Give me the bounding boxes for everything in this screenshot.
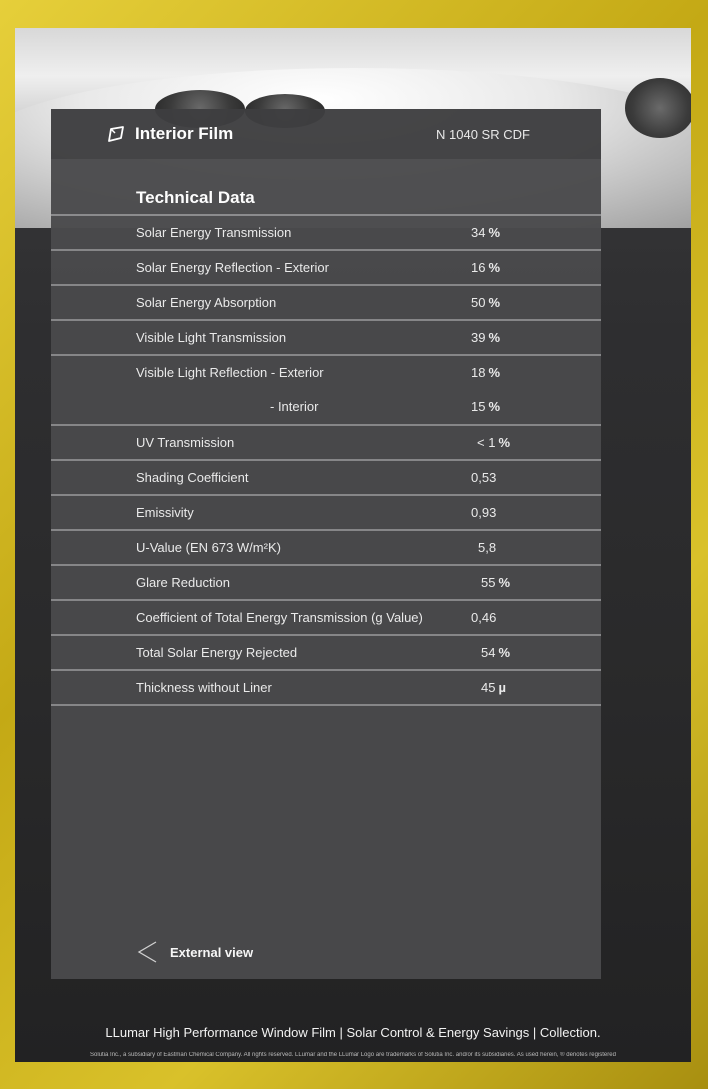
row-value: 55 % [481,575,511,590]
row-value: < 1 % [477,435,510,450]
table-row [51,284,601,319]
table-row [51,389,601,424]
external-view-link[interactable] [136,940,253,964]
table-row [51,424,601,459]
triangle-left-icon [136,940,158,964]
row-value: 18 % [471,365,501,380]
table-row [51,529,601,564]
row-value: 54 % [481,645,511,660]
external-view-label: External view [170,944,254,960]
row-value: 50 % [471,295,501,310]
technical-data-panel [51,109,601,979]
data-table [51,214,601,706]
row-label: Glare Reduction [136,575,230,590]
table-row [51,249,601,284]
panel-title: Interior Film [135,124,234,143]
row-value: 16 % [471,260,501,275]
row-value: 45 µ [481,680,506,695]
table-row [51,564,601,599]
film-icon [107,126,127,144]
footer-tagline: LLumar High Performance Window Film | Solar Control & Energy Savings | Collection. [105,1025,601,1040]
legal-notice: Solutia Inc., a subsidiary of Eastman Chemical Company. All rights reserved. LLumar and the LLumar Logo are trademarks of Solutia Inc. and/or its subsidiaries. As used herein, ® denotes registered [90,1052,616,1058]
row-label: UV Transmission [136,435,235,450]
row-value: 0,93 [471,505,497,520]
row-label: Thickness without Liner [136,680,272,695]
brochure-page [15,28,691,1062]
table-row [51,319,601,354]
product-code: N 1040 SR CDF [436,127,530,142]
row-label: Visible Light Reflection - Exterior [136,365,324,380]
table-row [51,214,601,249]
row-value: 34 % [471,225,501,240]
panel-header [51,109,601,159]
row-value: 0,46 [471,610,497,625]
row-value: 39 % [471,330,501,345]
row-label: Solar Energy Reflection - Exterior [136,260,329,275]
table-row [51,599,601,634]
row-label: U-Value (EN 673 W/m²K) [136,540,281,555]
row-label: Solar Energy Absorption [136,295,277,310]
row-value: 5,8 [478,540,497,555]
table-divider [51,704,601,706]
row-label: Solar Energy Transmission [136,225,292,240]
table-row [51,634,601,669]
table-row [51,459,601,494]
table-row [51,494,601,529]
row-label: Coefficient of Total Energy Transmission (g Value) [136,610,423,625]
section-title: Technical Data [136,188,255,207]
row-label: Visible Light Transmission [136,330,287,345]
tree-image [625,78,691,138]
row-value: 15 % [471,399,501,414]
table-row [51,354,601,389]
row-label: Emissivity [136,505,194,520]
row-label: - Interior [270,399,319,414]
row-label: Total Solar Energy Rejected [136,645,298,660]
table-row [51,669,601,704]
row-value: 0,53 [471,470,497,485]
row-label: Shading Coefficient [136,470,249,485]
